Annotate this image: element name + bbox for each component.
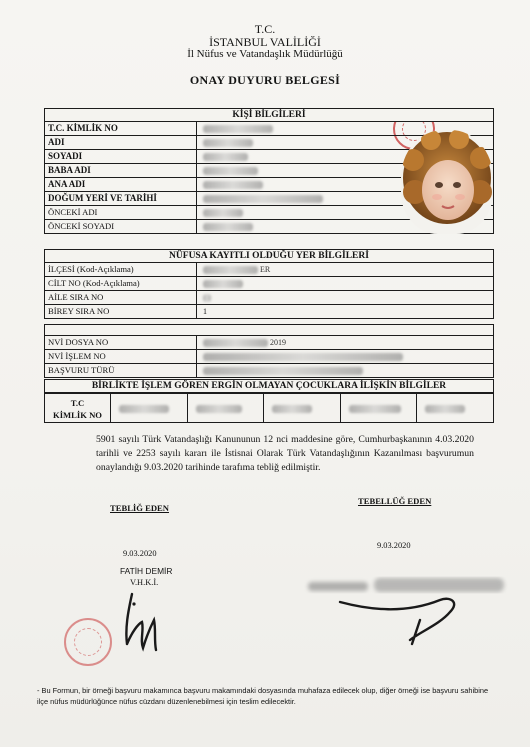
row-birey-sira-no: [44, 305, 494, 319]
row-aile-sira-no: [44, 291, 494, 305]
value-nvi-dosya-no: [197, 336, 493, 349]
value-basvuru-turu: [197, 364, 493, 377]
notifier-signature-image: [110, 588, 170, 658]
value-nvi-dosya-year: 2019: [270, 338, 286, 347]
label-baba-adi: BABA ADI: [45, 164, 197, 177]
notifier-date: 9.03.2020: [123, 549, 157, 558]
row-nvi-islem-no: [44, 350, 494, 364]
label-nvi-dosya-no: NVİ DOSYA NO: [45, 336, 197, 349]
children-cell: [417, 394, 493, 422]
recipient-signature-image: [300, 562, 520, 652]
section-personal-info: KİŞİ BİLGİLERİ: [44, 108, 494, 122]
children-cell: [341, 394, 418, 422]
header-directorate: İl Nüfus ve Vatandaşlık Müdürlüğü: [187, 48, 343, 60]
label-soyadi: SOYADI: [45, 150, 197, 163]
children-cell: [264, 394, 341, 422]
label-ana-adi: ANA ADI: [45, 178, 197, 191]
child-portrait-image: [401, 130, 493, 234]
notifier-label: TEBLİĞ EDEN: [110, 503, 169, 513]
official-stamp-bottom: [64, 618, 112, 666]
footer-note: - Bu Formun, bir örneği başvuru makamınca başvuru makamındaki dosyasında muhafaza edilecek olup, diğer örneği ise başvuru sahibine ilçe nüfus müdürlüğünce nüfus cüzdanı düzenlenebilmesi için teslim edilecektir.: [37, 686, 489, 706]
label-aile-sira-no: AİLE SIRA NO: [45, 291, 197, 304]
value-cilt-no: [197, 277, 493, 290]
row-nvi-dosya-no: [44, 336, 494, 350]
children-cell: [188, 394, 265, 422]
label-tc-kimlik-no: T.C. KİMLİK NO: [45, 122, 197, 135]
label-dogum-yeri-tarihi: DOĞUM YERİ VE TARİHİ: [45, 192, 197, 205]
document-title: ONAY DUYURU BELGESİ: [189, 73, 341, 87]
label-cilt-no: CİLT NO (Kod-Açıklama): [45, 277, 197, 290]
label-birey-sira-no: BİREY SIRA NO: [45, 305, 197, 318]
value-birey-sira-no: 1: [203, 307, 207, 316]
recipient-date: 9.03.2020: [377, 541, 411, 550]
children-label-kimlik-no: KİMLİK NO: [53, 410, 102, 420]
value-nvi-islem-no: [197, 350, 493, 363]
section-children-info: BİRLİKTE İŞLEM GÖREN ERGİN OLMAYAN ÇOCUKLARA İLİŞKİN BİLGİLER: [44, 379, 494, 393]
children-label: [45, 394, 111, 422]
row-basvuru-turu: [44, 364, 494, 378]
value-ilcesi: [197, 263, 493, 276]
header-tc: T.C.: [254, 22, 276, 36]
value-ilcesi-visible: ER: [260, 265, 271, 274]
children-table: [44, 393, 494, 423]
label-basvuru-turu: BAŞVURU TÜRÜ: [45, 364, 197, 377]
notification-text: 5901 sayılı Türk Vatandaşlığı Kanununun 12 nci maddesine göre, Cumhurbaşkanının 4.03.2020 tarihli ve 2253 sayılı kararı ile İstisnai Olarak Türk Vatandaşlığının Kazanılması başvurumun onaylandığı 9.03.2020 tarihinde tarafıma tebliğ edilmiştir.: [96, 434, 474, 473]
label-onceki-soyadi: ÖNCEKİ SOYADI: [45, 220, 197, 233]
applicant-photo: [401, 130, 493, 234]
row-ilcesi: [44, 263, 494, 277]
value-aile-sira-no: [197, 291, 493, 304]
children-label-tc: T.C: [70, 398, 85, 408]
header-governorship: İSTANBUL VALİLİĞİ: [209, 35, 321, 49]
row-cilt-no: [44, 277, 494, 291]
label-adi: ADI: [45, 136, 197, 149]
label-onceki-adi: ÖNCEKİ ADI: [45, 206, 197, 219]
recipient-label: TEBELLÜĞ EDEN: [358, 496, 432, 506]
notifier-title: V.H.K.İ.: [130, 578, 159, 587]
section-registry-info: NÜFUSA KAYITLI OLDUĞU YER BİLGİLERİ: [44, 249, 494, 263]
children-cell: [111, 394, 188, 422]
label-nvi-islem-no: NVİ İŞLEM NO: [45, 350, 197, 363]
label-ilcesi: İLÇESİ (Kod-Açıklama): [45, 263, 197, 276]
section-application-spacer: [44, 324, 494, 336]
notifier-name: FATİH DEMİR: [120, 566, 173, 576]
